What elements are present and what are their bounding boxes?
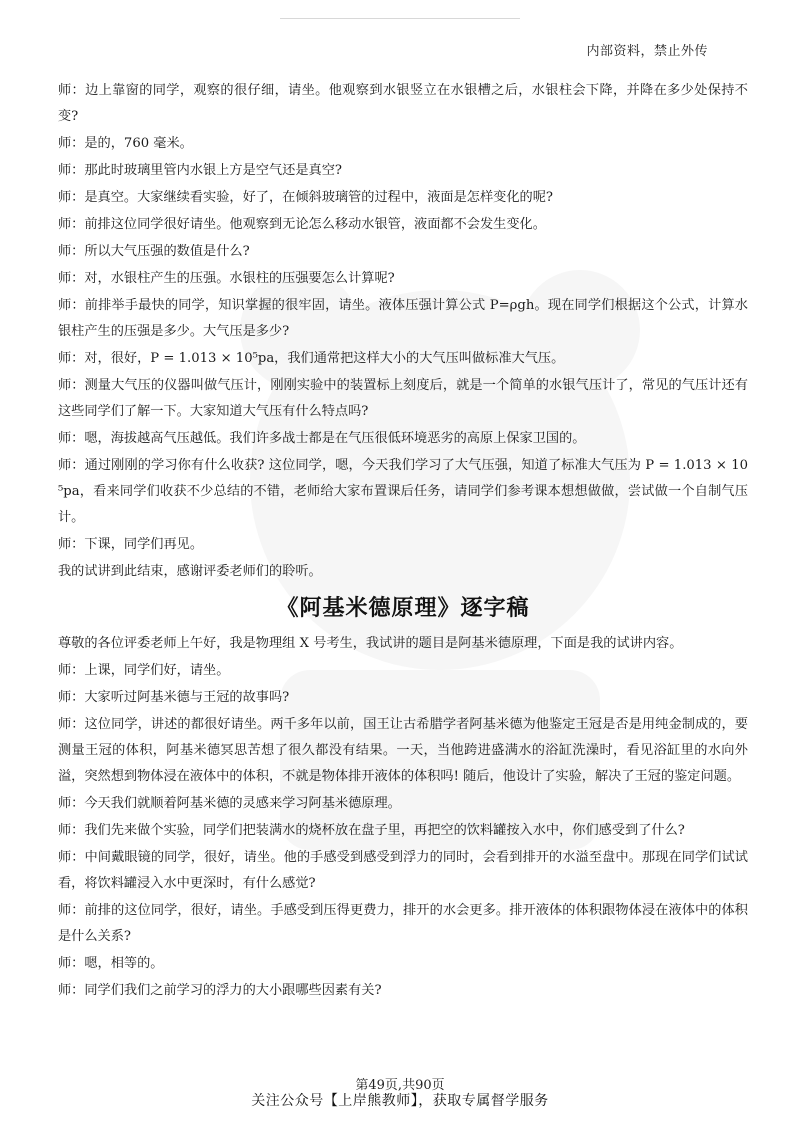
paragraph: 师：中间戴眼镜的同学，很好，请坐。他的手感受到感受到浮力的同时，会看到排开的水溢至盘中。那现在同学们试试看，将饮料罐浸入水中更深时，有什么感觉?	[58, 850, 748, 891]
page-number: 第49页,共90页	[355, 1078, 445, 1093]
paragraph: 我的试讲到此结束，感谢评委老师们的聆听。	[58, 564, 322, 579]
paragraph: 师：嗯，海拔越高气压越低。我们许多战士都是在气压很低环境恶劣的高原上保家卫国的。	[58, 431, 586, 446]
paragraph: 师：对，水银柱产生的压强。水银柱的压强要怎么计算呢?	[58, 271, 395, 286]
paragraph: 尊敬的各位评委老师上午好，我是物理组 X 号考生，我试讲的题目是阿基米德原理，下面是我的试讲内容。	[58, 636, 683, 651]
paragraph: 师：是的，760 毫米。	[58, 136, 193, 151]
paragraph: 师：今天我们就顺着阿基米德的灵感来学习阿基米德原理。	[58, 796, 401, 811]
paragraph: 师：上课，同学们好，请坐。	[58, 663, 230, 678]
paragraph: 师：大家听过阿基米德与王冠的故事吗?	[58, 690, 290, 705]
paragraph: 师：嗯，相等的。	[58, 956, 164, 971]
paragraph: 师：前排举手最快的同学，知识掌握的很牢固，请坐。液体压强计算公式 P=ρgh。现在同学们根据这个公式，计算水银柱产生的压强是多少。大气压是多少?	[58, 298, 748, 339]
paragraph: 师：对，很好，P = 1.013 × 10⁵pa，我们通常把这样大小的大气压叫做标准大气压。	[58, 351, 565, 366]
paragraph: 师：前排的这位同学，很好，请坐。手感受到压得更费力，排开的水会更多。排开液体的体积跟物体浸在液体中的体积是什么关系?	[58, 903, 748, 944]
paragraph: 师：前排这位同学很好请坐。他观察到无论怎么移动水银管，液面都不会发生变化。	[58, 217, 546, 232]
section-title: 《阿基米德原理》逐字稿	[276, 595, 530, 621]
paragraph: 师：边上靠窗的同学，观察的很仔细，请坐。他观察到水银竖立在水银槽之后，水银柱会下降，并降在多少处保持不变?	[58, 83, 748, 124]
paragraph: 师：所以大气压强的数值是什么?	[58, 244, 250, 259]
paragraph: 师：测量大气压的仪器叫做气压计，刚刚实验中的装置标上刻度后，就是一个简单的水银气压计了，常见的气压计还有这些同学们了解一下。大家知道大气压有什么特点吗?	[58, 378, 748, 419]
paragraph: 师：我们先来做个实验，同学们把装满水的烧杯放在盘子里，再把空的饮料罐按入水中，你们感受到了什么?	[58, 823, 685, 838]
footer-note: 关注公众号【上岸熊教师】，获取专属督学服务	[251, 1093, 549, 1109]
paragraph: 师：通过刚刚的学习你有什么收获? 这位同学，嗯，今天我们学习了大气压强，知道了标准大气压为 P = 1.013 × 10⁵pa，看来同学们收获不少总结的不错，老师给大家布置课后任务，请同学们参考课本想想做做，尝试做一个自制气压计。	[58, 458, 748, 525]
header-note: 内部资料，禁止外传	[586, 44, 708, 59]
paragraph: 师：同学们我们之前学习的浮力的大小跟哪些因素有关?	[58, 983, 382, 998]
paragraph: 师：下课，同学们再见。	[58, 537, 204, 552]
content-area	[58, 78, 748, 1005]
paragraph: 师：是真空。大家继续看实验，好了，在倾斜玻璃管的过程中，液面是怎样变化的呢?	[58, 190, 554, 205]
paragraph: 师：那此时玻璃里管内水银上方是空气还是真空?	[58, 163, 343, 178]
paragraph: 师：这位同学，讲述的都很好请坐。两千多年以前，国王让古希腊学者阿基米德为他鉴定王冠是否是用纯金制成的，要测量王冠的体积，阿基米德冥思苦想了很久都没有结果。一天，当他跨进盛满水的浴缸洗澡时，看见浴缸里的水向外溢，突然想到物体浸在液体中的体积，不就是物体排开液体的体积吗! 随后，他设计了实验，解决了王冠的鉴定问题。	[58, 717, 748, 784]
top-rule	[280, 18, 520, 19]
